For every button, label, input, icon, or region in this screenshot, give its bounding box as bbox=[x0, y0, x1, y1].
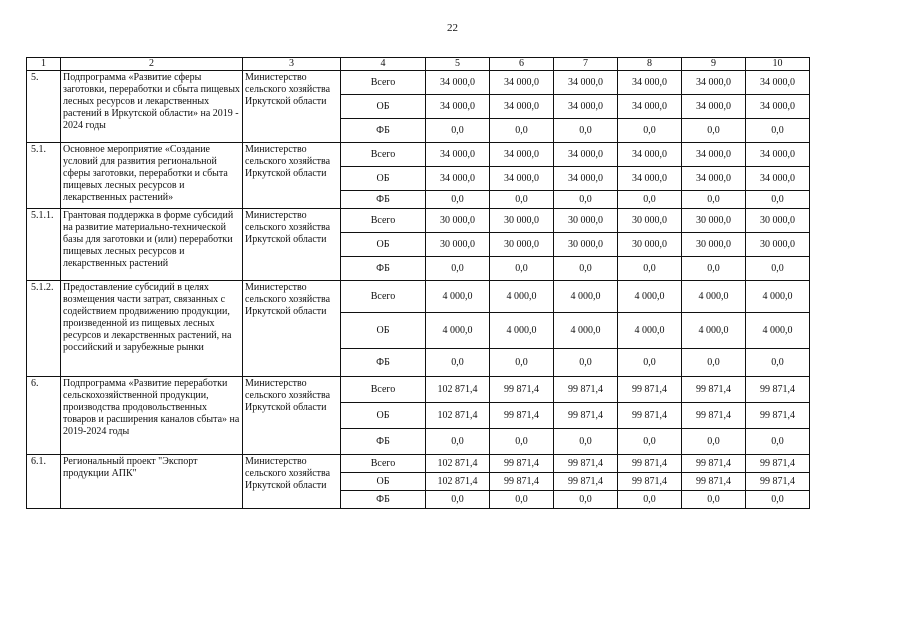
amount-cell: 34 000,0 bbox=[746, 143, 810, 167]
table-row bbox=[27, 281, 810, 313]
funding-source: ФБ bbox=[341, 349, 426, 377]
funding-source: ФБ bbox=[341, 191, 426, 209]
amount-cell: 99 871,4 bbox=[554, 455, 618, 473]
amount-cell: 102 871,4 bbox=[426, 455, 490, 473]
amount-cell: 0,0 bbox=[618, 191, 682, 209]
amount-cell: 34 000,0 bbox=[426, 71, 490, 95]
amount-cell: 102 871,4 bbox=[426, 377, 490, 403]
amount-cell: 0,0 bbox=[682, 191, 746, 209]
funding-source: Всего bbox=[341, 281, 426, 313]
row-code: 5.1.1. bbox=[27, 209, 61, 281]
row-name: Подпрограмма «Развитие сферы заготовки, переработки и сбыта пищевых лесных ресурсов и лекарственных растений в Иркутской области» на 2019 - 2024 годы bbox=[61, 71, 243, 143]
amount-cell: 34 000,0 bbox=[746, 167, 810, 191]
funding-source: ФБ bbox=[341, 119, 426, 143]
amount-cell: 0,0 bbox=[426, 119, 490, 143]
funding-source: ОБ bbox=[341, 233, 426, 257]
amount-cell: 99 871,4 bbox=[746, 377, 810, 403]
amount-cell: 99 871,4 bbox=[490, 403, 554, 429]
row-organization: Министерство сельского хозяйства Иркутской области bbox=[243, 281, 341, 377]
amount-cell: 0,0 bbox=[746, 191, 810, 209]
amount-cell: 34 000,0 bbox=[746, 95, 810, 119]
amount-cell: 34 000,0 bbox=[618, 71, 682, 95]
amount-cell: 0,0 bbox=[746, 491, 810, 509]
amount-cell: 34 000,0 bbox=[554, 95, 618, 119]
amount-cell: 30 000,0 bbox=[746, 233, 810, 257]
amount-cell: 99 871,4 bbox=[490, 455, 554, 473]
amount-cell: 0,0 bbox=[746, 257, 810, 281]
amount-cell: 0,0 bbox=[554, 349, 618, 377]
amount-cell: 34 000,0 bbox=[682, 143, 746, 167]
amount-cell: 4 000,0 bbox=[682, 313, 746, 349]
amount-cell: 0,0 bbox=[746, 119, 810, 143]
row-name: Региональный проект "Экспорт продукции АПК" bbox=[61, 455, 243, 509]
funding-source: Всего bbox=[341, 71, 426, 95]
header-col-5: 5 bbox=[426, 58, 490, 71]
amount-cell: 4 000,0 bbox=[490, 281, 554, 313]
amount-cell: 0,0 bbox=[490, 119, 554, 143]
amount-cell: 34 000,0 bbox=[682, 71, 746, 95]
amount-cell: 0,0 bbox=[490, 257, 554, 281]
amount-cell: 99 871,4 bbox=[746, 455, 810, 473]
header-col-9: 9 bbox=[682, 58, 746, 71]
amount-cell: 0,0 bbox=[682, 119, 746, 143]
amount-cell: 99 871,4 bbox=[682, 455, 746, 473]
row-organization: Министерство сельского хозяйства Иркутской области bbox=[243, 71, 341, 143]
row-name: Подпрограмма «Развитие переработки сельскохозяйственной продукции, производства продовольственных товаров и расширения каналов сбыта» на 2019-2024 годы bbox=[61, 377, 243, 455]
amount-cell: 0,0 bbox=[426, 191, 490, 209]
funding-source: ФБ bbox=[341, 429, 426, 455]
funding-source: ОБ bbox=[341, 313, 426, 349]
table-row bbox=[27, 377, 810, 403]
header-col-3: 3 bbox=[243, 58, 341, 71]
amount-cell: 99 871,4 bbox=[554, 377, 618, 403]
header-col-4: 4 bbox=[341, 58, 426, 71]
amount-cell: 0,0 bbox=[682, 257, 746, 281]
amount-cell: 0,0 bbox=[618, 349, 682, 377]
amount-cell: 34 000,0 bbox=[426, 143, 490, 167]
amount-cell: 34 000,0 bbox=[554, 71, 618, 95]
amount-cell: 0,0 bbox=[682, 491, 746, 509]
amount-cell: 34 000,0 bbox=[682, 167, 746, 191]
table-row bbox=[27, 209, 810, 233]
amount-cell: 0,0 bbox=[682, 429, 746, 455]
table-row bbox=[27, 143, 810, 167]
amount-cell: 0,0 bbox=[554, 257, 618, 281]
amount-cell: 4 000,0 bbox=[554, 281, 618, 313]
budget-table bbox=[26, 57, 810, 509]
amount-cell: 30 000,0 bbox=[490, 233, 554, 257]
amount-cell: 0,0 bbox=[490, 429, 554, 455]
amount-cell: 30 000,0 bbox=[618, 209, 682, 233]
amount-cell: 0,0 bbox=[746, 429, 810, 455]
amount-cell: 99 871,4 bbox=[618, 403, 682, 429]
amount-cell: 34 000,0 bbox=[490, 143, 554, 167]
amount-cell: 99 871,4 bbox=[618, 455, 682, 473]
header-col-1: 1 bbox=[27, 58, 61, 71]
row-organization: Министерство сельского хозяйства Иркутской области bbox=[243, 143, 341, 209]
table-row bbox=[27, 71, 810, 95]
header-col-10: 10 bbox=[746, 58, 810, 71]
amount-cell: 34 000,0 bbox=[490, 95, 554, 119]
funding-source: Всего bbox=[341, 143, 426, 167]
amount-cell: 30 000,0 bbox=[682, 209, 746, 233]
amount-cell: 34 000,0 bbox=[618, 167, 682, 191]
funding-source: ОБ bbox=[341, 403, 426, 429]
row-code: 5. bbox=[27, 71, 61, 143]
header-col-7: 7 bbox=[554, 58, 618, 71]
amount-cell: 99 871,4 bbox=[682, 473, 746, 491]
amount-cell: 34 000,0 bbox=[554, 143, 618, 167]
amount-cell: 0,0 bbox=[618, 491, 682, 509]
amount-cell: 4 000,0 bbox=[426, 281, 490, 313]
amount-cell: 99 871,4 bbox=[746, 473, 810, 491]
row-name: Грантовая поддержка в форме субсидий на развитие материально-технической базы для заготовки и (или) переработки пищевых лесных ресурсов и лекарственных растений bbox=[61, 209, 243, 281]
amount-cell: 4 000,0 bbox=[746, 313, 810, 349]
header-col-6: 6 bbox=[490, 58, 554, 71]
amount-cell: 4 000,0 bbox=[746, 281, 810, 313]
amount-cell: 99 871,4 bbox=[490, 473, 554, 491]
amount-cell: 30 000,0 bbox=[426, 233, 490, 257]
row-organization: Министерство сельского хозяйства Иркутской области bbox=[243, 455, 341, 509]
amount-cell: 30 000,0 bbox=[554, 233, 618, 257]
amount-cell: 0,0 bbox=[490, 349, 554, 377]
amount-cell: 30 000,0 bbox=[746, 209, 810, 233]
amount-cell: 99 871,4 bbox=[618, 473, 682, 491]
amount-cell: 99 871,4 bbox=[682, 377, 746, 403]
funding-source: ФБ bbox=[341, 491, 426, 509]
row-organization: Министерство сельского хозяйства Иркутской области bbox=[243, 377, 341, 455]
amount-cell: 0,0 bbox=[618, 429, 682, 455]
amount-cell: 99 871,4 bbox=[490, 377, 554, 403]
amount-cell: 34 000,0 bbox=[554, 167, 618, 191]
row-code: 5.1.2. bbox=[27, 281, 61, 377]
amount-cell: 0,0 bbox=[426, 349, 490, 377]
header-row bbox=[27, 58, 810, 71]
amount-cell: 30 000,0 bbox=[426, 209, 490, 233]
funding-source: Всего bbox=[341, 209, 426, 233]
amount-cell: 99 871,4 bbox=[554, 473, 618, 491]
amount-cell: 0,0 bbox=[618, 257, 682, 281]
amount-cell: 34 000,0 bbox=[490, 71, 554, 95]
amount-cell: 34 000,0 bbox=[426, 95, 490, 119]
funding-source: ОБ bbox=[341, 95, 426, 119]
amount-cell: 99 871,4 bbox=[618, 377, 682, 403]
amount-cell: 30 000,0 bbox=[682, 233, 746, 257]
amount-cell: 0,0 bbox=[554, 191, 618, 209]
row-code: 6.1. bbox=[27, 455, 61, 509]
amount-cell: 0,0 bbox=[554, 119, 618, 143]
amount-cell: 4 000,0 bbox=[682, 281, 746, 313]
amount-cell: 102 871,4 bbox=[426, 403, 490, 429]
amount-cell: 0,0 bbox=[426, 429, 490, 455]
amount-cell: 4 000,0 bbox=[554, 313, 618, 349]
header-col-2: 2 bbox=[61, 58, 243, 71]
amount-cell: 34 000,0 bbox=[426, 167, 490, 191]
amount-cell: 102 871,4 bbox=[426, 473, 490, 491]
amount-cell: 34 000,0 bbox=[618, 143, 682, 167]
amount-cell: 99 871,4 bbox=[554, 403, 618, 429]
funding-source: ОБ bbox=[341, 167, 426, 191]
amount-cell: 0,0 bbox=[746, 349, 810, 377]
amount-cell: 4 000,0 bbox=[490, 313, 554, 349]
amount-cell: 30 000,0 bbox=[618, 233, 682, 257]
amount-cell: 0,0 bbox=[426, 257, 490, 281]
amount-cell: 0,0 bbox=[426, 491, 490, 509]
funding-source: Всего bbox=[341, 377, 426, 403]
amount-cell: 34 000,0 bbox=[682, 95, 746, 119]
amount-cell: 34 000,0 bbox=[490, 167, 554, 191]
row-organization: Министерство сельского хозяйства Иркутской области bbox=[243, 209, 341, 281]
amount-cell: 4 000,0 bbox=[618, 313, 682, 349]
amount-cell: 30 000,0 bbox=[490, 209, 554, 233]
funding-source: ФБ bbox=[341, 257, 426, 281]
amount-cell: 4 000,0 bbox=[426, 313, 490, 349]
amount-cell: 0,0 bbox=[554, 491, 618, 509]
amount-cell: 0,0 bbox=[490, 491, 554, 509]
amount-cell: 4 000,0 bbox=[618, 281, 682, 313]
amount-cell: 99 871,4 bbox=[746, 403, 810, 429]
row-code: 5.1. bbox=[27, 143, 61, 209]
amount-cell: 34 000,0 bbox=[746, 71, 810, 95]
funding-source: ОБ bbox=[341, 473, 426, 491]
amount-cell: 30 000,0 bbox=[554, 209, 618, 233]
amount-cell: 0,0 bbox=[490, 191, 554, 209]
amount-cell: 99 871,4 bbox=[682, 403, 746, 429]
funding-source: Всего bbox=[341, 455, 426, 473]
amount-cell: 0,0 bbox=[554, 429, 618, 455]
table-row bbox=[27, 455, 810, 473]
row-name: Основное мероприятие «Создание условий для развития региональной сферы заготовки, переработки и сбыта пищевых лесных ресурсов и лекарственных растений» bbox=[61, 143, 243, 209]
row-name: Предоставление субсидий в целях возмещения части затрат, связанных с содействием продвижению продукции, произведенной из пищевых лесных ресурсов и лекарственных растений, на российский и зарубежные рынки bbox=[61, 281, 243, 377]
table-body bbox=[27, 71, 810, 509]
row-code: 6. bbox=[27, 377, 61, 455]
page-number: 22 bbox=[447, 22, 458, 34]
header-col-8: 8 bbox=[618, 58, 682, 71]
amount-cell: 0,0 bbox=[682, 349, 746, 377]
amount-cell: 34 000,0 bbox=[618, 95, 682, 119]
amount-cell: 0,0 bbox=[618, 119, 682, 143]
